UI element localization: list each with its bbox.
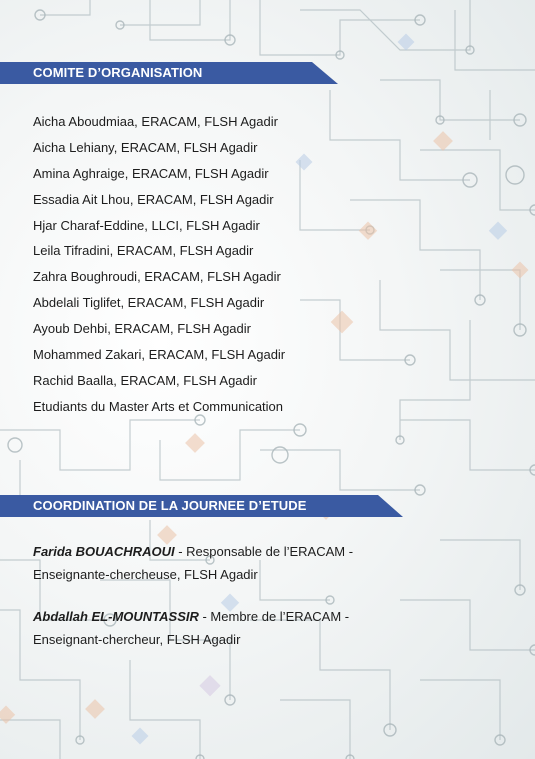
list-item: Mohammed Zakari, ERACAM, FLSH Agadir [33,347,286,363]
coordinator-role: - Membre de l’ERACAM - [198,609,350,624]
coordinator-detail: Enseignante-chercheuse, FLSH Agadir [33,567,258,582]
list-item: Amina Aghraige, ERACAM, FLSH Agadir [33,165,269,181]
list-item: Leila Tifradini, ERACAM, FLSH Agadir [33,243,254,259]
list-item: Aicha Aboudmiaa, ERACAM, FLSH Agadir [33,114,278,129]
list-item: Zahra Boughroudi, ERACAM, FLSH Agadir [33,269,281,285]
coordinator-entry [33,605,349,651]
coordination-banner [0,495,405,517]
coordinator-line [33,540,353,563]
list-item: Essadia Ait Lhou, ERACAM, FLSH Agadir [33,191,274,207]
list-item: Hjar Charaf-Eddine, LLCI, FLSH Agadir [33,217,260,233]
list-item: Rachid Baalla, ERACAM, FLSH Agadir [33,372,257,388]
coordinator-detail: Enseignant-chercheur, FLSH Agadir [33,632,241,647]
list-item: Ayoub Dehbi, ERACAM, FLSH Agadir [33,321,251,337]
list-item: Aicha Lehiany, ERACAM, FLSH Agadir [33,139,258,155]
organisation-members-list [33,109,285,420]
coordinator-name: Abdallah EL-MOUNTASSIR [33,609,199,624]
list-item: Etudiants du Master Arts et Communication [33,398,284,414]
list-item: Abdelali Tiglifet, ERACAM, FLSH Agadir [33,295,265,311]
coordinator-line [33,605,349,628]
coordination-title: COORDINATION DE LA JOURNEE D’ETUDE [33,498,307,513]
coordinator-name: Farida BOUACHRAOUI [33,544,175,559]
coordinator-role: - Responsable de l’ERACAM - [174,544,354,559]
coordinator-entry [33,540,353,586]
organisation-title: COMITE D’ORGANISATION [33,65,203,80]
organisation-banner [0,62,340,84]
